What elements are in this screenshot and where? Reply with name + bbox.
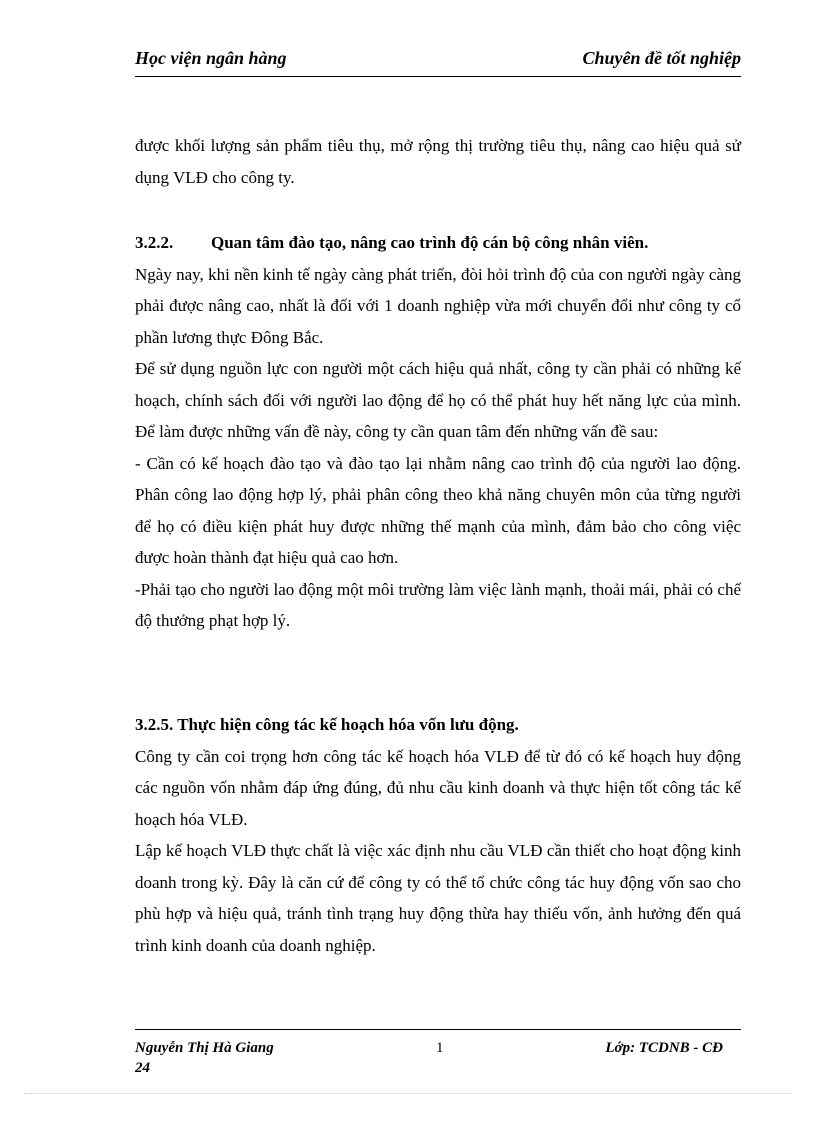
footer-author: Nguyễn Thị Hà Giang xyxy=(135,1040,274,1056)
footer-class: Lớp: TCDNB - CĐ xyxy=(605,1040,723,1056)
header-institution: Học viện ngân hàng xyxy=(135,48,287,68)
section-number: 3.2.5. xyxy=(135,715,174,734)
paragraph: Ngày nay, khi nền kinh tế ngày càng phát triển, đòi hỏi trình độ của con người ngày càng phải được nâng cao, nhất là đối với 1 doanh nghiệp vừa mới chuyển đổi như công ty cổ phần lương thực Đông Bắc. xyxy=(135,264,741,347)
page-header xyxy=(135,44,741,77)
paragraph: Công ty cần coi trọng hơn công tác kế hoạch hóa VLĐ để từ đó có kế hoạch huy động các nguồn vốn nhằm đáp ứng đúng, đủ nhu cầu kinh doanh và thực hiện tốt công tác kế hoạch hóa VLĐ. xyxy=(135,746,741,829)
section-3-2-5 xyxy=(135,709,741,961)
section-title: Quan tâm đào tạo, nâng cao trình độ cán bộ công nhân viên. xyxy=(211,233,649,252)
paragraph: Lập kế hoạch VLĐ thực chất là việc xác định nhu cầu VLĐ cần thiết cho hoạt động kinh doanh trong kỳ. Đây là căn cứ để công ty có thể tổ chức công tác huy động vốn sao cho phù hợp và hiệu quả, tránh tình trạng huy động thừa hay thiếu vốn, ảnh hưởng đến quá trình kinh doanh của doanh nghiệp. xyxy=(135,841,741,955)
paragraph: - Cần có kế hoạch đào tạo và đào tạo lại nhằm nâng cao trình độ của người lao động. Phân công lao động hợp lý, phải phân công theo khả năng chuyên môn của từng người để họ có điều kiện phát huy được những thế mạnh của mình, đảm bảo cho công việc được hoàn thành đạt hiệu quả cao hơn. xyxy=(135,453,741,567)
footer-page-number: 24 xyxy=(135,1060,150,1076)
section-heading xyxy=(135,709,741,741)
paragraph: được khối lượng sản phẩm tiêu thụ, mở rộng thị trường tiêu thụ, nâng cao hiệu quả sử dụng VLĐ cho công ty. xyxy=(135,136,741,187)
header-document-type: Chuyên đề tốt nghiệp xyxy=(582,48,741,68)
page-bottom-divider xyxy=(24,1093,792,1094)
section-number: 3.2.2. xyxy=(135,233,174,252)
continued-paragraph-block xyxy=(135,130,741,193)
page-footer xyxy=(135,1029,741,1076)
paragraph: -Phải tạo cho người lao động một môi trường làm việc lành mạnh, thoải mái, phải có chế độ thưởng phạt hợp lý. xyxy=(135,579,741,630)
section-3-2-2 xyxy=(135,227,741,637)
section-title: Thực hiện công tác kế hoạch hóa vốn lưu động. xyxy=(177,715,519,734)
section-heading xyxy=(135,227,741,259)
paragraph: Để sử dụng nguồn lực con người một cách hiệu quả nhất, công ty cần phải có những kế hoạch, chính sách đối với người lao động để họ có thể phát huy hết năng lực của mình. Để làm được những vấn đề này, công ty cần quan tâm đến những vấn đề sau: xyxy=(135,359,741,441)
footer-page-index: 1 xyxy=(436,1040,444,1056)
